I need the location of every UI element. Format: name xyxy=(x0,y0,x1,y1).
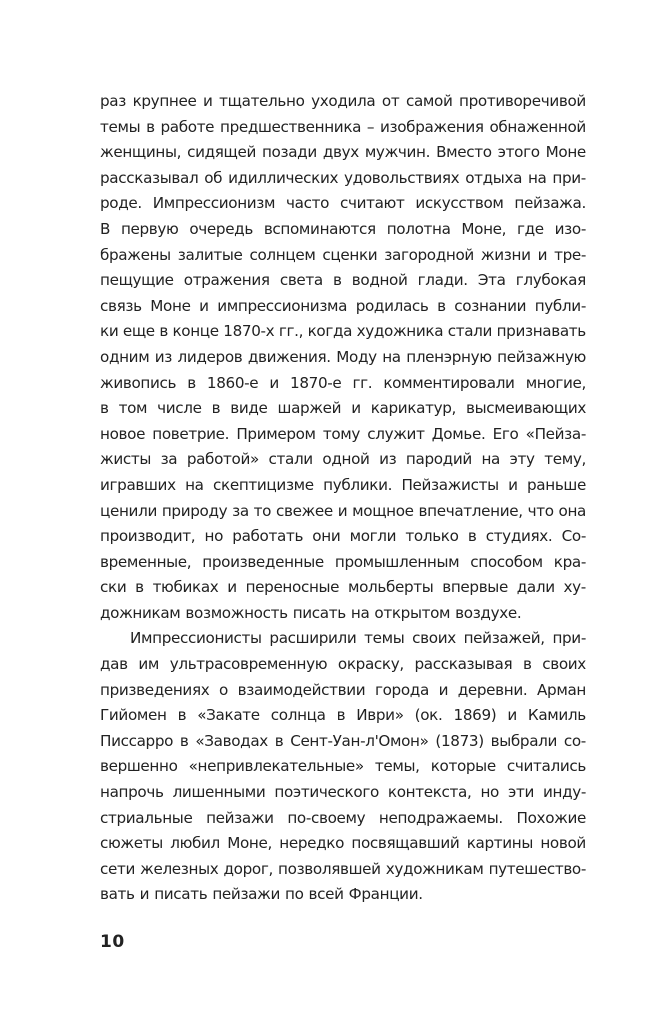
text-line: ки еще в конце 1870-х гг., когда художника стали признавать xyxy=(100,322,586,341)
text-line: в том числе в виде шаржей и карикатур, высмеивающих xyxy=(100,399,586,418)
page-number: 10 xyxy=(100,932,125,952)
text-line: новое поветрие. Примером тому служит Домье. Его «Пейза- xyxy=(100,424,586,443)
text-line: связь Моне и импрессионизма родилась в сознании публи- xyxy=(100,296,586,315)
text-line: В первую очередь вспоминаются полотна Моне, где изо- xyxy=(100,219,586,238)
text-line: роде. Импрессионизм часто считают искусством пейзажа. xyxy=(100,194,586,213)
text-line: женщины, сидящей позади двух мужчин. Вместо этого Моне xyxy=(100,143,586,162)
text-line: дожникам возможность писать на открытом воздухе. xyxy=(100,603,522,622)
text-line: Импрессионисты расширили темы своих пейзажей, при- xyxy=(130,629,586,648)
text-line: стриальные пейзажи по-своему неподражаемы. Похожие xyxy=(100,808,586,827)
text-line: вершенно «непривлекательные» темы, которые считались xyxy=(100,757,586,776)
text-line: темы в работе предшественника – изображения обнаженной xyxy=(100,117,586,136)
text-line: пещущие отражения света в водной глади. Эта глубокая xyxy=(100,271,586,290)
text-line: Писсарро в «Заводах в Сент-Уан-л'Омон» (1873) выбрали со- xyxy=(100,731,586,750)
text-line: бражены залитые солнцем сценки загородной жизни и тре- xyxy=(100,245,586,264)
text-line: призведениях о взаимодействии города и деревни. Арман xyxy=(100,680,586,699)
text-line: производит, но работать они могли только в студиях. Со- xyxy=(100,527,586,546)
text-line: живопись в 1860-е и 1870-е гг. комментировали многие, xyxy=(100,373,586,392)
text-line: ски в тюбиках и переносные мольберты впервые дали ху- xyxy=(100,578,586,597)
text-line: напрочь лишенными поэтического контекста, но эти инду- xyxy=(100,783,586,802)
text-line: рассказывал об идиллических удовольствиях отдыха на при- xyxy=(100,168,586,187)
text-line: сети железных дорог, позволявшей художникам путешество- xyxy=(100,859,586,878)
text-line: Гийомен в «Закате солнца в Иври» (ок. 1869) и Камиль xyxy=(100,706,586,725)
text-line: игравших на скептицизме публики. Пейзажисты и раньше xyxy=(100,475,586,494)
text-line: дав им ультрасовременную окраску, рассказывая в своих xyxy=(100,655,586,674)
body-text xyxy=(100,89,586,908)
text-line: жисты за работой» стали одной из пародий на эту тему, xyxy=(100,450,586,469)
text-line: ценили природу за то свежее и мощное впечатление, что она xyxy=(100,501,586,520)
text-line: вать и писать пейзажи по всей Франции. xyxy=(100,885,423,904)
text-line: раз крупнее и тщательно уходила от самой противоречивой xyxy=(100,92,586,110)
text-line: одним из лидеров движения. Моду на пленэрную пейзажную xyxy=(100,347,586,366)
text-line: временные, произведенные промышленным способом кра- xyxy=(100,552,586,571)
text-line: сюжеты любил Моне, нередко посвящавший картины новой xyxy=(100,834,586,853)
